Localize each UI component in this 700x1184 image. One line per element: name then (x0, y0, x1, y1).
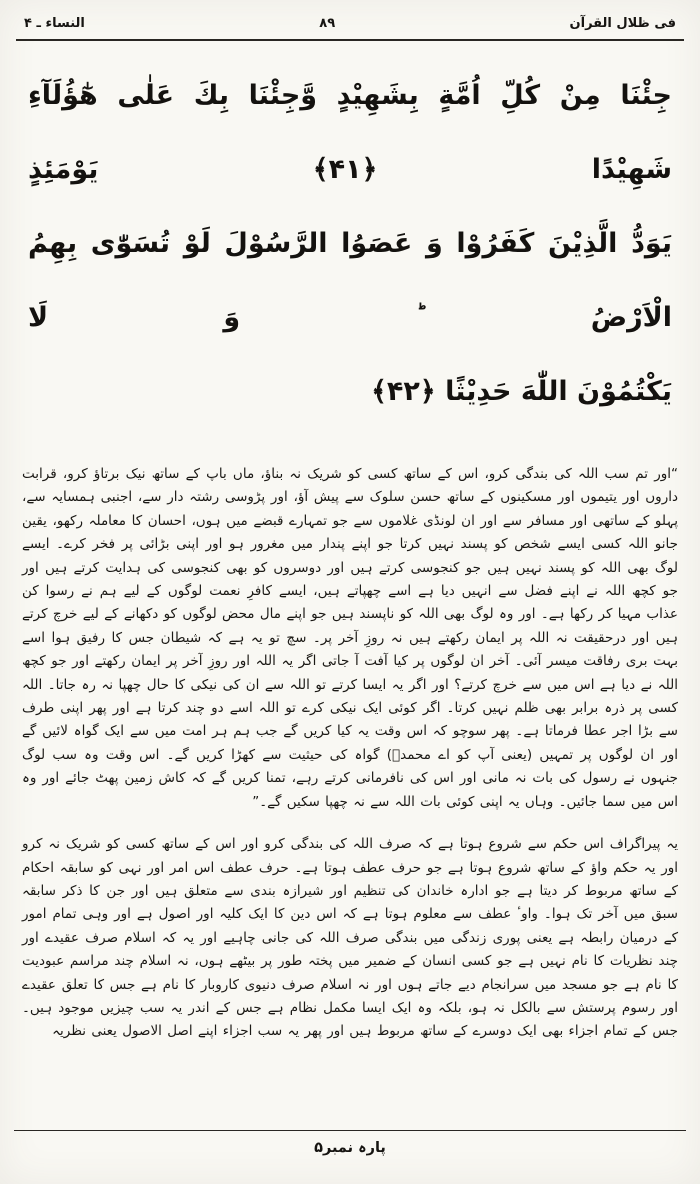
header-surah-label: النساء ـ ۴ (24, 16, 85, 31)
quran-line-2: يَوَدُّ الَّذِيْنَ كَفَرُوْا وَ عَصَوُا الرَّسُوْلَ لَوْ تُسَوّٰى بِهِمُ الْاَرْضُ ؕ وَ لَا (28, 228, 672, 333)
quran-line-3: يَكْتُمُوْنَ اللّٰهَ حَدِيْثًا ﴿۴۲﴾ (371, 376, 672, 407)
footer-parah-label: پارہ نمبر۵ (314, 1140, 386, 1156)
quran-line-1: جِئْنَا مِنْ كُلِّ اُمَّةٍ بِشَهِيْدٍ وَّجِئْنَا بِكَ عَلٰى هٰٓؤُلَآءِ شَهِيْدًا ﴿۴۱﴾ يَوْمَئِذٍ (28, 80, 672, 185)
header-page-number: ۸۹ (319, 16, 336, 31)
quran-verse-block (28, 59, 672, 429)
page-header (0, 0, 700, 35)
page-footer (0, 1130, 700, 1184)
header-divider (16, 39, 684, 41)
translation-paragraph: “اور تم سب اللہ کی بندگی کرو، اس کے ساتھ کسی کو شریک نہ بناؤ، ماں باپ کے ساتھ نیک برتاؤ کرو، قرابت داروں اور یتیموں اور مسکینوں کے ساتھ حسن سلوک سے پیش آؤ، اور پڑوسی رشتہ دار سے، اجنبی ہمسایہ سے، پہلو کے ساتھی اور مسافر سے اور ان لونڈی غلاموں سے جو تمہارے قبضے میں ہوں، احسان کا معاملہ رکھو، یقین جانو اللہ کسی ایسے شخص کو پسند نہیں کرتا جو اپنے پندار میں مغرور ہو اور اپنی بڑائی پر فخر کرے۔ ایسے لوگ بھی اللہ کو پسند نہیں ہیں جو کنجوسی کرتے ہیں اور دوسروں کو بھی کنجوسی کی ہدایت کرتے ہیں اور جو کچھ اللہ نے اپنے فضل سے انہیں دیا ہے اسے چھپاتے ہیں، ایسے کافرِ نعمت لوگوں کے لیے ہم نے رسوا کن عذاب مہیا کر رکھا ہے۔ اور وہ لوگ بھی اللہ کو ناپسند ہیں جو اپنے مال محض لوگوں کو دکھانے کے لیے خرچ کرتے ہیں اور درحقیقت نہ اللہ پر ایمان رکھتے ہیں نہ روزِ آخر پر۔ سچ تو یہ ہے کہ شیطان جس کا رفیق ہوا اسے بہت بری رفاقت میسر آئی۔ آخر ان لوگوں پر کیا آفت آ جاتی اگر یہ اللہ اور روزِ آخر پر ایمان رکھتے اور جو کچھ اللہ نے دیا ہے اس میں سے خرچ کرتے؟ اور اگر یہ ایسا کرتے تو اللہ سے ان کی نیکی کا حال چھپا نہ رہ جاتا۔ اللہ کسی پر ذرہ برابر بھی ظلم نہیں کرتا۔ اگر کوئی ایک نیکی کرے تو اللہ اسے دو چند کرتا ہے اور پھر اپنی طرف سے بڑا اجر عطا فرماتا ہے۔ پھر سوچو کہ اس وقت یہ کیا کریں گے جب ہم ہر امت میں سے ایک گواہ لائیں گے اور ان لوگوں پر تمہیں (یعنی آپ کو اے محمدؐ) گواہ کی حیثیت سے کھڑا کریں گے۔ اس وقت وہ سب لوگ جنہوں نے رسول کی بات نہ مانی اور اس کی نافرمانی کرتے رہے، تمنا کریں گے کہ کاش زمین پھٹ جائے اور وہ اس میں سما جائیں۔ وہاں یہ اپنی کوئی بات اللہ سے نہ چھپا سکیں گے۔” (22, 466, 678, 810)
header-book-title: فی ظلال القرآن (569, 16, 676, 31)
footer-divider (14, 1130, 686, 1131)
commentary-paragraph: یہ پیراگراف اس حکم سے شروع ہوتا ہے کہ صرف اللہ کی بندگی کرو اور اس کے ساتھ کسی کو شریک نہ کرو اور یہ حکم واؤ کے ساتھ شروع ہوتا ہے جو حرف عطف ہوتا ہے۔ حرف عطف اس امر اور نہی کو سابقہ احکام کے ساتھ مربوط کر دیتا ہے جو ادارہ خاندان کی تنظیم اور شیرازہ بندی سے متعلق ہیں اور جن کا ذکر سابقہ سبق میں آخر تک ہوا۔ واوٴ عطف سے معلوم ہوتا ہے کہ اس دین کا ایک کلیہ اور اصول ہے اور وہی تمام امور کے درمیان رابطہ ہے یعنی پوری زندگی میں بندگی صرف اللہ کی جانی چاہیے اور یہ کہ اسلام صرف عقیدے اور چند نظریات کا نام نہیں ہے جو کسی انسان کے ضمیر میں پختہ طور پر بیٹھے ہوں، نہ اسلام چند مراسم عبودیت کا نام ہے جو مسجد میں سرانجام دیے جاتے ہوں اور نہ اسلام صرف دنیوی کاروبار کا نام ہے جس کا تعلق عقیدے اور رسوم پرستش سے بالکل نہ ہو، بلکہ وہ ایک ایسا مکمل نظام ہے جس کے اندر یہ سب چیزیں موجود ہیں۔ جس کے تمام اجزاء بھی ایک دوسرے کے ساتھ مربوط ہیں اور پھر یہ سب اجزاء اپنے اصل الاصول یعنی نظریہ (22, 836, 678, 1040)
